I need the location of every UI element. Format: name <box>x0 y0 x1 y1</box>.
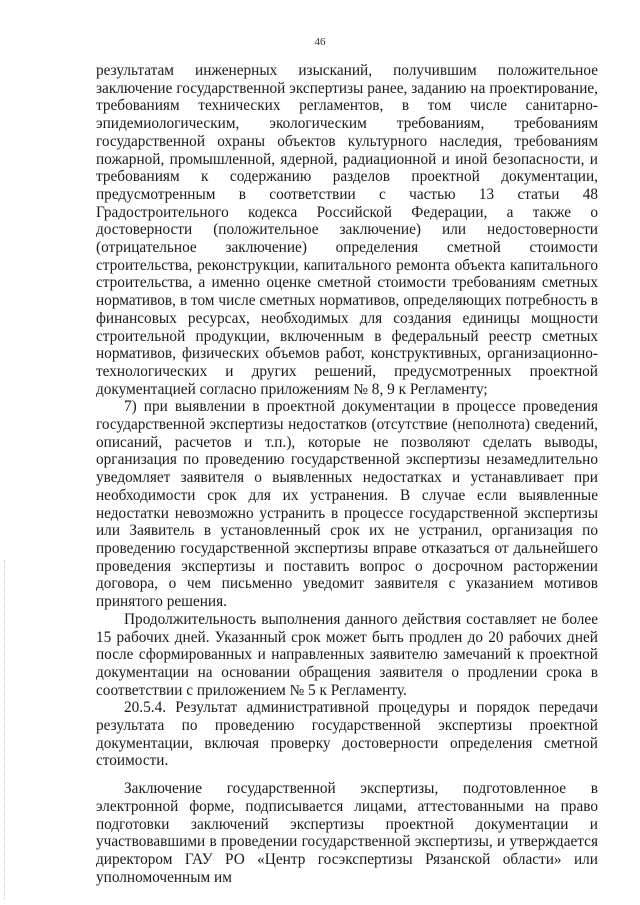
paragraph-continuation: результатам инженерных изысканий, получившим положительное заключение государственной экспертизы ранее, заданию на проектирование, требованиям технических регламентов, в том числе санитарно-эпидемиологическим, экологическим требованиям, требованиям государственной охраны объектов культурного наследия, требованиям пожарной, промышленной, ядерной, радиационной и иной безопасности, и требованиям к содержанию разделов проектной документации, предусмотренным в соответствии с частью 13 статьи 48 Градостроительного кодекса Российской Федерации, а также о достоверности (положительное заключение) или недостоверности (отрицательное заключение) определения сметной стоимости строительства, реконструкции, капитального ремонта объекта капитального строительства, а именно оценке сметной стоимости требованиям сметных нормативов, в том числе сметных нормативов, определяющих потребность в финансовых ресурсах, необходимых для создания единицы мощности строительной продукции, включенным в федеральный реестр сметных нормативов, физических объемов работ, конструктивных, организационно-технологических и других решений, предусмотренных проектной документацией согласно приложениям № 8, 9 к Регламенту; <box>96 62 598 398</box>
paragraph-item-7: 7) при выявлении в проектной документации в процессе проведения государственной экспертизы недостатков (отсутствие (неполнота) сведений, описаний, расчетов и т.п.), которые не позволяют сделать выводы, организация по проведению государственной экспертизы незамедлительно уведомляет заявителя о выявленных недостатках и устанавливает при необходимости срок для их устранения. В случае если выявленные недостатки невозможно устранить в процессе государственной экспертизы или Заявитель в установленный срок их не устранил, организация по проведению государственной экспертизы вправе отказаться от дальнейшего проведения экспертизы и поставить вопрос о досрочном расторжении договора, о чем письменно уведомит заявителя с указанием мотивов принятого решения. <box>96 398 598 611</box>
scan-margin-marks <box>4 560 11 900</box>
page-number: 46 <box>314 36 326 48</box>
document-body <box>96 62 598 886</box>
paragraph-duration: Продолжительность выполнения данного действия составляет не более 15 рабочих дней. Указанный срок может быть продлен до 20 рабочих дней после сформированных и направленных заявителю замечаний к проектной документации на основании обращения заявителя о продлении срока в соответствии с приложением № 5 к Регламенту. <box>96 610 598 699</box>
paragraph-section-20-5-4: 20.5.4. Результат административной процедуры и порядок передачи результата по проведению государственной экспертизы проектной документации, включая проверку достоверности определения сметной стоимости. <box>96 699 598 770</box>
paragraph-conclusion: Заключение государственной экспертизы, подготовленное в электронной форме, подписывается лицами, аттестованными на право подготовки заключений экспертизы проектной документации и участвовавшими в проведении государственной экспертизы, и утверждается директором ГАУ РО «Центр госэкспертизы Рязанской области» или уполномоченным им <box>96 780 598 886</box>
